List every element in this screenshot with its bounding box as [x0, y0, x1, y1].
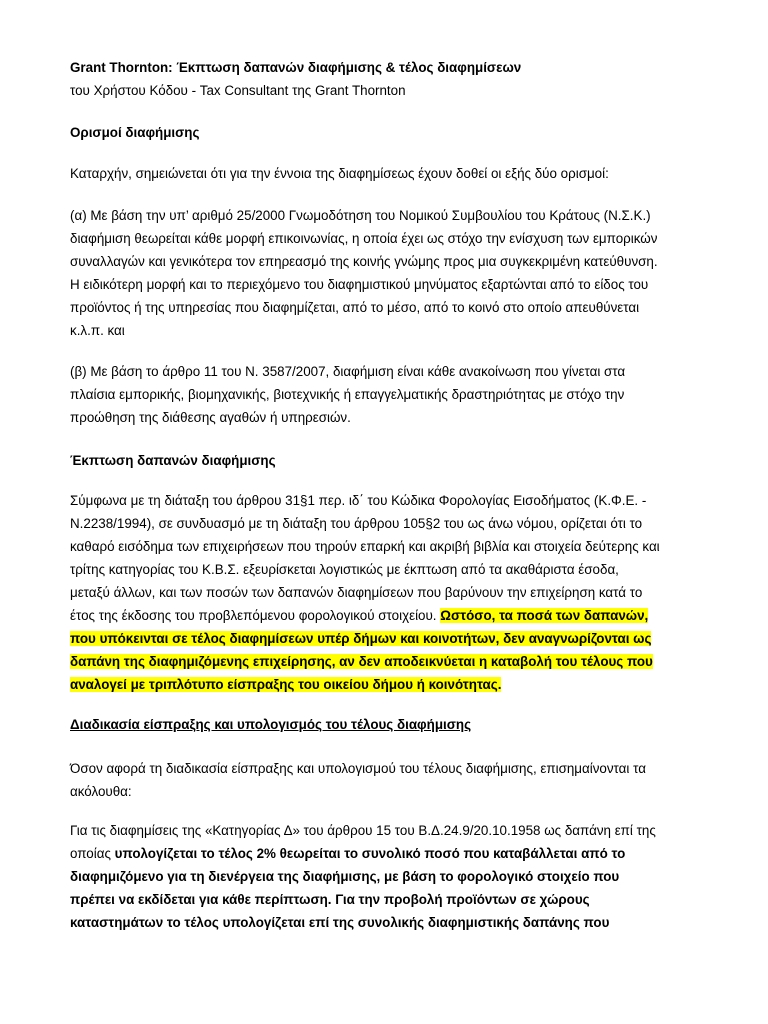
document-byline: του Χρήστου Κόδου - Tax Consultant της Grant Thornton: [70, 83, 406, 98]
highlighted-text: δαπάνη της διαφημιζόμενης επιχείρησης, αν δεν αποδεικνύεται η καταβολή του τέλους που: [70, 654, 653, 669]
procedure-intro-paragraph: [70, 757, 710, 803]
heading-procedure: Διαδικασία είσπραξης και υπολογισμός του τέλους διαφήμισης: [70, 717, 472, 732]
text-line: [70, 673, 710, 696]
text-line: [70, 650, 710, 673]
text-line: κ.λ.π. και: [70, 323, 125, 338]
highlighted-text: αναλογεί με τριπλότυπο είσπραξης του οικείου δήμου ή κοινότητας.: [70, 677, 502, 692]
text-line: Η ειδικότερη μορφή και το περιεχόμενο του διαφημιστικού μηνύματος εξαρτώνται από το είδος του: [70, 277, 649, 292]
text-line: (β) Με βάση το άρθρο 11 του Ν. 3587/2007, διαφήμιση είναι κάθε ανακοίνωση που γίνεται στα: [70, 364, 626, 379]
text-line: προώθηση της διάθεσης αγαθών ή υπηρεσιών.: [70, 410, 351, 425]
bold-text: υπολογίζεται το τέλος 2% θεωρείται το συνολικό ποσό που καταβάλλεται από το: [114, 846, 626, 861]
text-line: πρέπει να εκδίδεται για κάθε περίπτωση. Για την προβολή προϊόντων σε χώρους: [70, 892, 590, 907]
definition-b-paragraph: [70, 360, 710, 429]
text-line: [70, 627, 710, 650]
highlighted-text: που υπόκεινται σε τέλος διαφημίσεων υπέρ δήμων και κοινοτήτων, δεν αναγνωρίζονται ως: [70, 631, 652, 646]
text-line: [70, 604, 710, 627]
text-line: διαφήμιση θεωρείται κάθε μορφή επικοινωνίας, η οποία έχει ως στόχο την ενίσχυση των εμπορικών: [70, 231, 658, 246]
heading-deduction: Έκπτωση δαπανών διαφήμισης: [70, 453, 276, 468]
text-line: ακόλουθα:: [70, 784, 132, 799]
intro-paragraph: Καταρχήν, σημειώνεται ότι για την έννοια της διαφημίσεως έχουν δοθεί οι εξής δύο ορισμοί:: [70, 166, 609, 181]
document-title: Grant Thornton: Έκπτωση δαπανών διαφήμισης & τέλος διαφημίσεων: [70, 60, 522, 75]
definition-a-paragraph: [70, 204, 710, 342]
text-line: (α) Με βάση την υπ’ αριθμό 25/2000 Γνωμοδότηση του Νομικού Συμβουλίου του Κράτους (Ν.Σ.Κ.): [70, 208, 651, 223]
deduction-paragraph: [70, 489, 710, 696]
text-line: Όσον αφορά τη διαδικασία είσπραξης και υπολογισμού του τέλους διαφήμισης, επισημαίνονται τα: [70, 761, 646, 776]
text-line: Ν.2238/1994), σε συνδυασμό με τη διάταξη του άρθρου 105§2 του ως άνω νόμου, ορίζεται ότι το: [70, 516, 643, 531]
text-line: προϊόντος ή της υπηρεσίας που διαφημίζεται, από το μέσο, από το κοινό στο οποίο απευθύνεται: [70, 300, 640, 315]
heading-definitions: Ορισμοί διαφήμισης: [70, 125, 200, 140]
category-paragraph: [70, 819, 710, 934]
text-line: καθαρό εισόδημα των επιχειρήσεων που τηρούν επαρκή και ακριβή βιβλία και στοιχεία δεύτερης και: [70, 539, 660, 554]
text-line: [70, 842, 710, 865]
text-line: καταστημάτων το τέλος υπολογίζεται επί της συνολικής διαφημιστικής δαπάνης που: [70, 915, 610, 930]
plain-text: έτος της έκδοσης του προβλεπόμενου φορολογικού στοιχείου.: [70, 608, 441, 623]
text-line: τρίτης κατηγορίας του Κ.Β.Σ. εξευρίσκεται λογιστικώς με έκπτωση από τα ακαθάριστα έσοδα,: [70, 562, 619, 577]
highlighted-text: Ωστόσο, τα ποσά των δαπανών,: [440, 608, 649, 623]
text-line: μεταξύ άλλων, και των ποσών των δαπανών διαφημίσεων που βαρύνουν την επιχείρηση κατά το: [70, 585, 643, 600]
text-line: Για τις διαφημίσεις της «Κατηγορίας Δ» του άρθρου 15 του Β.Δ.24.9/20.10.1958 ως δαπάνη επί της: [70, 823, 656, 838]
plain-text: οποίας: [70, 846, 115, 861]
text-line: Σύμφωνα με τη διάταξη του άρθρου 31§1 περ. ιδ΄ του Κώδικα Φορολογίας Εισοδήματος (Κ.Φ.Ε. -: [70, 493, 647, 508]
text-line: διαφημιζόμενο για τη διενέργεια της διαφήμισης, με βάση το φορολογικό στοιχείο που: [70, 869, 620, 884]
text-line: συναλλαγών και γενικότερα τον επηρεασμό της κοινής γνώμης προς μια συγκεκριμένη κατεύθυνση.: [70, 254, 658, 269]
text-line: πλαίσια εμπορικής, βιομηχανικής, βιοτεχνικής ή επαγγελματικής δραστηριότητας με στόχο την: [70, 387, 625, 402]
